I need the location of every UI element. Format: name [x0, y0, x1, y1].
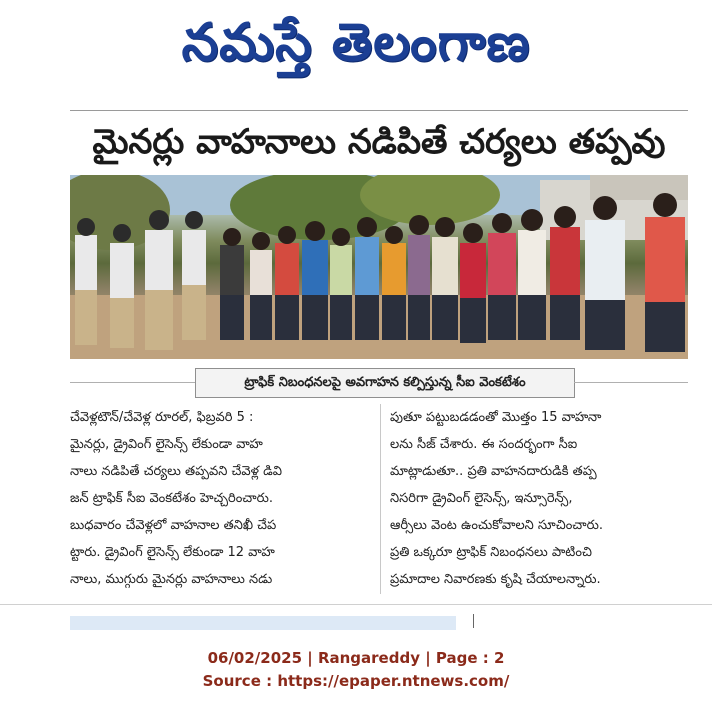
article-body-right-column	[390, 404, 692, 594]
body-line: మాట్లాడుతూ.. ప్రతి వాహనదారుడికి తప్ప	[390, 464, 597, 479]
photo-caption: ట్రాఫిక్ నిబంధనలపై అవగాహన కల్పిస్తున్న సీఐ వెంకటేశం	[195, 368, 575, 398]
body-line: బుధవారం చేవెళ్లలో వాహనాల తనిఖీ చేప	[70, 518, 277, 533]
article-body-left-column	[70, 404, 372, 594]
source-link[interactable]: Source : https://epaper.ntnews.com/	[202, 672, 510, 690]
footer-rule	[0, 604, 712, 605]
caption-rule-right	[574, 382, 688, 383]
body-line: నాలు నడిపితే చర్యలు తప్పవని చేవెళ్ల డివి	[70, 464, 283, 479]
body-line: ప్రమాదాల నివారణకు కృషి చేయాలన్నారు.	[390, 572, 601, 587]
footer-bar	[70, 616, 456, 630]
body-line: నాలు, ముగ్గురు మైనర్లు వాహనాలు నడు	[70, 572, 273, 587]
body-line: లను సీజ్ చేశారు. ఈ సందర్భంగా సీఐ	[390, 437, 578, 452]
body-line: పుతూ పట్టుబడడంతో మొత్తం 15 వాహనా	[390, 410, 602, 425]
masthead	[0, 0, 712, 100]
edition-info: 06/02/2025 | Rangareddy | Page : 2	[207, 649, 505, 667]
article-headline: మైనర్లు వాహనాలు నడిపితే చర్యలు తప్పవు	[92, 122, 666, 162]
body-line: ట్టారు. డ్రైవింగ్ లైసెన్స్ లేకుండా 12 వాహ	[70, 545, 275, 560]
article-photo	[70, 175, 688, 359]
column-divider	[380, 404, 381, 594]
body-line: ఆర్సీలు వెంట ఉంచుకోవాలని సూచించారు.	[390, 518, 603, 533]
newspaper-logo: నమస్తే తెలంగాణ	[181, 13, 531, 73]
body-line: మైనర్లు, డ్రైవింగ్ లైసెన్స్ లేకుండా వాహ	[70, 437, 263, 452]
body-line: జన్ ట్రాఫిక్ సీఐ వెంకటేశం హెచ్చరించారు.	[70, 491, 273, 506]
headline-top-rule	[70, 110, 688, 111]
body-line: నిసరిగా డ్రైవింగ్ లైసెన్స్, ఇన్సూరెన్స్,	[390, 491, 573, 506]
footer-tick	[473, 614, 474, 628]
body-line: చేవెళ్లటౌన్/చేవెళ్ల రూరల్, ఫిబ్రవరి 5 :	[70, 410, 254, 425]
body-line: ప్రతి ఒక్కరూ ట్రాఫిక్ నిబంధనలు పాటించి	[390, 545, 592, 560]
caption-rule-left	[70, 382, 195, 383]
photo-illustration	[70, 175, 688, 359]
